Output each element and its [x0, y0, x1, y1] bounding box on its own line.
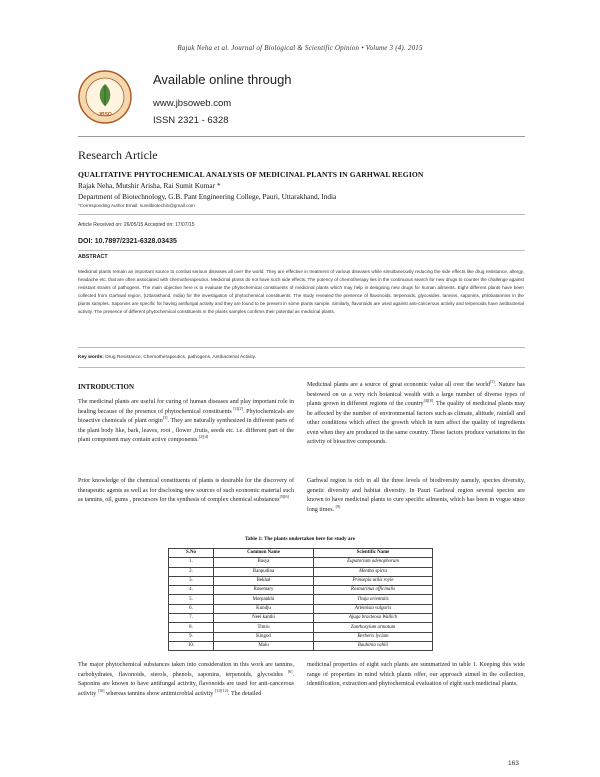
- column-header: S.No: [169, 549, 214, 558]
- right-paragraph-1: Medicinal plants are a source of great economic value all over the world[1]. Nature has bestowed on us a very rich botanical wealth with a large number of diverse types of plants grown in different regions of the country[4][8]. The quality of medicinal plants may be affected by the number of environmental factors such as climate, altitude, rainfall and other conditions which affect the growth which in turn affect the quality of ingredients even when they are produced in the same country. These factors produce variations in the activity of bioactive compounds.: [307, 378, 525, 445]
- page-number: 163: [508, 760, 519, 767]
- table-row: 6. Kundju Artemisia vulgaris: [169, 604, 433, 613]
- keywords-label: Key words:: [78, 355, 104, 360]
- table-row: 1. Basya Eupatorium adenophorum: [169, 558, 433, 567]
- citation: [10]: [97, 687, 105, 693]
- plants-table: [168, 548, 433, 651]
- table-row: 10. Malu Bauhinia vahlii: [169, 641, 433, 650]
- citation: [2][4]: [198, 433, 209, 439]
- citation: [1][2]: [233, 405, 243, 411]
- header-divider: [78, 136, 525, 137]
- table-row: 3. Bekhal Prinsepia utilis royle: [169, 576, 433, 585]
- citation: [11][12]: [214, 687, 229, 693]
- citation: [1]: [489, 378, 495, 384]
- keywords-text: Drug Resistance, Chemotherapeutics, pathogens, Antibacterial Activity.: [105, 355, 257, 360]
- keywords: [78, 355, 256, 360]
- journal-logo: [78, 70, 132, 124]
- issn-label: ISSN 2321 - 6328: [153, 115, 229, 126]
- article-title: QUALITATIVE PHYTOCHEMICAL ANALYSIS OF MEDICINAL PLANTS IN GARHWAL REGION: [78, 170, 424, 179]
- running-header: Rajak Neha et al. Journal of Biological & Scientific Opinion • Volume 3 (4). 2015: [177, 44, 423, 52]
- citation: [5][6]: [279, 493, 289, 499]
- abstract-top-divider: [78, 250, 525, 251]
- abstract-bottom-divider: [78, 347, 525, 348]
- citation: [9]: [335, 503, 341, 509]
- right-paragraph-2: Garhwal region is rich in all the three levels of biodiversity namely, species diversity, genetic diversity and habitat diversity. In Pauri Garhwal region several species are known to have medicinal plants to cure specific ailments, which has been in vogue since long times. [9]: [307, 478, 525, 513]
- table-row: 2. Banpudina Mentha spicta: [169, 567, 433, 576]
- introduction-heading: INTRODUCTION: [78, 383, 135, 391]
- keywords-divider: [78, 367, 525, 368]
- article-type-label: Research Article: [78, 148, 158, 162]
- available-online-label: Available online through: [153, 72, 292, 87]
- column-header: Common Name: [214, 549, 314, 558]
- logo-text: JBSO: [98, 112, 112, 118]
- table-row: 7. Neel kanthi Ajuga bracteosa Wallich: [169, 614, 433, 623]
- journal-website-link[interactable]: www.jbsoweb.com: [153, 98, 232, 109]
- meta-divider: [78, 214, 525, 215]
- article-dates: Article Received on: 26/05/15 Accepted on: 17/07/15: [78, 222, 195, 228]
- article-doi[interactable]: DOI: 10.7897/2321-6328.03435: [78, 238, 177, 245]
- table-row: 9. Kingod Berberis lycium: [169, 632, 433, 641]
- citation: [6]: [287, 668, 293, 674]
- bottom-left-paragraph: The major phytochemical substances taken into consideration in this work are tannins, carbohydrates, flavonoids, sterols, phenols, saponins, terpenoids, glycosides [6]. Saponins are known to have antifungal activity, flavonoids are used for anti-cancerous activity [10] whereas tannins show antimicrobial activity [11][12]. The detailed: [78, 662, 294, 697]
- citation: [4][8]: [423, 397, 433, 403]
- table-caption: Table 1: The plants undertaken here for study are: [244, 536, 356, 542]
- column-header: Scientific Name: [314, 549, 433, 558]
- corresponding-author: *Corresponding Author Email: sumitbiotechin@gmail.com: [78, 203, 195, 208]
- table-row: 5. Morpankhi Thuja orientalis: [169, 595, 433, 604]
- author-list: Rajak Neha, Mutshir Arisha, Rai Sumit Kumar *: [78, 181, 221, 190]
- intro-paragraph-1: The medicinal plants are useful for curing of human diseases and play important role in healing because of the presence of phytochemical constituents [1][2]. Phytochemicals are bioactive chemicals of plant origin[3]. They are naturally synthesized in different parts of the plant body like, bark, leaves, root , flower ,fruits, seeds etc. i.e. different part of the plant component may contain active components.[2][4]: [78, 399, 295, 443]
- table-row: 8. Timru Zanthoxylum armatum: [169, 623, 433, 632]
- abstract-text: Medicinal plants remain an important source to combat serious diseases all over the world. They are effective in treatment of various diseases while simultaneously reducing the side effects like drug resistance, allergy, headache etc. that are often associated with chemotherapeutics. Medicinal plants do not have such side effects. The potency of chemotherapy lies in the continuous search for new drugs to counter the challenge against resistant strains of pathogens. The main objective here is to evaluate the phytochemical constituents of medicinal plants which may help in designing new drugs for human ailments. Eight different plants have been collected from Garhwal region, (Uttarakhand, India) for the investigation of phytochemical constituents. The study revealed the presence of flavonoids, terpenoids, glycosides, tannins, saponins, phlobatannins in the plants samples. Saponins are specific for having antifungal activity and they are found to be present in some plants sample. Similarly, flavonoids are used against anti-cancerous activity and terpenoids have antibacterial activity. The presence of different phytochemical constituents in the plants samples confirms their potential as medicinal plants.: [78, 269, 524, 314]
- affiliation: Department of Biotechnology, G.B. Pant Engineering College, Pauri, Uttarakhand, India: [78, 192, 337, 201]
- table-row: 4. Rosemary Rosmarinus officinalis: [169, 586, 433, 595]
- table-header-row: [169, 549, 433, 558]
- abstract-heading: ABSTRACT: [78, 254, 108, 260]
- bottom-right-paragraph: medicinal properties of eight such plants are summarized in table 1. Keeping this wide range of properties in mind which plants offer, our approach aimed in the collection, identification, extraction and phytochemical evaluation of eight such medicinal plants.: [307, 662, 525, 687]
- intro-paragraph-2: Prior knowledge of the chemical constituents of plants is desirable for the discovery of therapeutic agents as well as for disclosing new sources of such economic material such as tannins, oil, gums , precursors for the synthesis of complex chemical substances[5][6]: [78, 478, 294, 503]
- citation: [3]: [162, 414, 168, 420]
